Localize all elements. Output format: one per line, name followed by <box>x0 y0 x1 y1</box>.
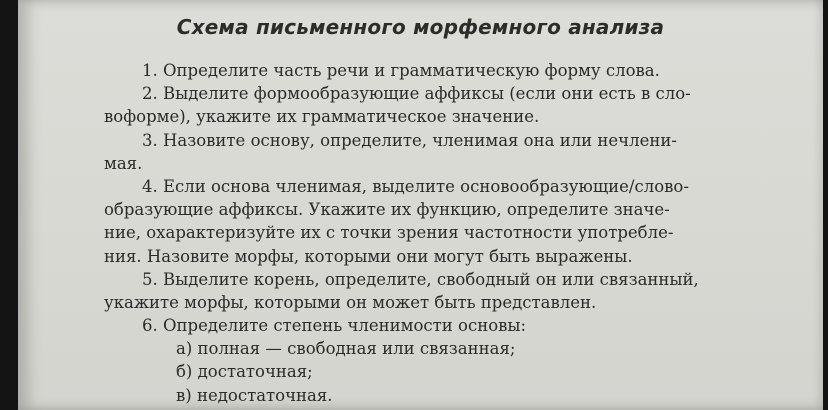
text-line-3: воформе), укажите их грамматическое значение. <box>104 107 540 127</box>
text-line-2: 2. Выделите формообразующие аффиксы (если они есть в сло- <box>142 84 691 104</box>
page-title: Схема письменного морфемного анализа <box>176 15 665 39</box>
text-line-6: 4. Если основа членимая, выделите основообразующие/слово- <box>142 176 689 196</box>
text-line-8: ние, охарактеризуйте их с точки зрения частотности употребле- <box>104 223 674 243</box>
text-line-14: б) достаточная; <box>176 362 313 382</box>
text-line-12: 6. Определите степень членимости основы: <box>142 316 527 336</box>
text-line-15: в) недостаточная. <box>176 385 333 405</box>
text-line-10: 5. Выделите корень, определите, свободный он или связанный, <box>142 269 699 289</box>
text-line-13: а) полная — свободная или связанная; <box>176 339 516 359</box>
book-page <box>18 0 823 410</box>
text-body <box>104 59 760 407</box>
text-line-9: ния. Назовите морфы, которыми они могут быть выражены. <box>104 246 633 266</box>
text-line-11: укажите морфы, которыми он может быть представлен. <box>104 292 597 312</box>
text-line-5: мая. <box>104 153 143 173</box>
text-line-4: 3. Назовите основу, определите, членимая она или нечлени- <box>142 130 677 150</box>
text-line-1: 1. Определите часть речи и грамматическую форму слова. <box>142 61 660 80</box>
text-line-7: образующие аффиксы. Укажите их функцию, определите значе- <box>104 200 670 220</box>
